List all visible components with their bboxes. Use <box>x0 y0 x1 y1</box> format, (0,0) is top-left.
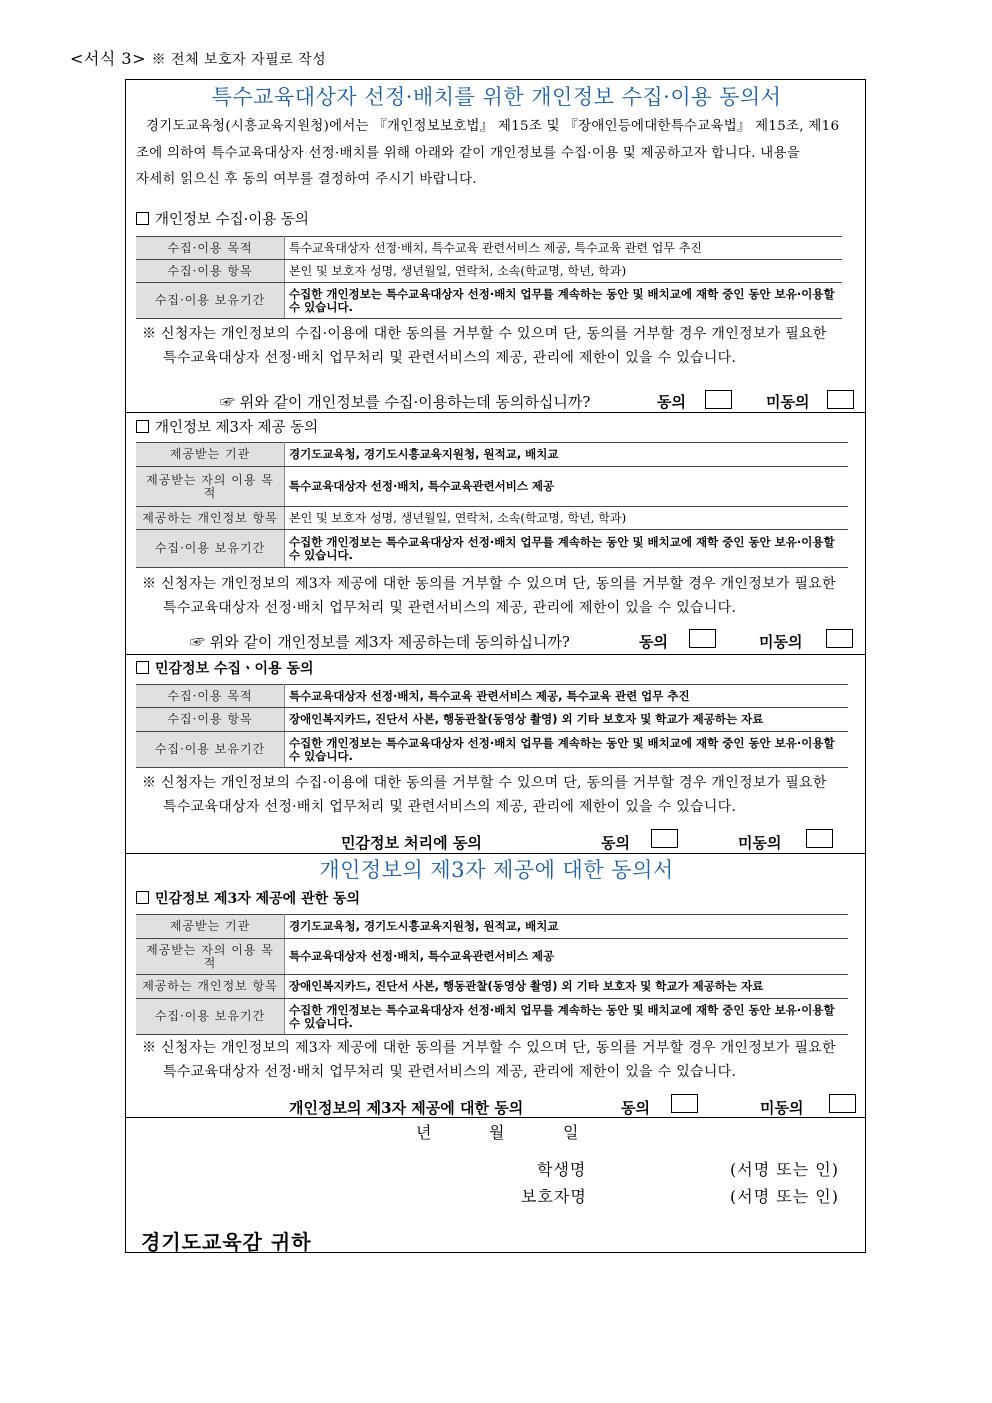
addressee: 경기도교육감 귀하 <box>141 1230 312 1254</box>
row-key: 제공하는 개인정보 항목 <box>136 975 285 999</box>
table-row <box>136 443 848 467</box>
notice-text <box>142 772 862 819</box>
agree-label: 동의 <box>639 633 668 651</box>
section-heading: 민감정보 수집ㆍ이용 동의 <box>136 658 314 678</box>
row-value: 특수교육대상자 선정·배치, 특수교육 관련서비스 제공, 특수교육 관련 업무 추진 <box>285 237 843 260</box>
row-key: 제공하는 개인정보 항목 <box>136 507 285 530</box>
section-heading: 개인정보 제3자 제공 동의 <box>136 416 318 437</box>
signature-mark: (서명 또는 인) <box>730 1187 839 1206</box>
row-value: 수집한 개인정보는 특수교육대상자 선정·배치 업무를 계속하는 동안 및 배치교에 재학 중인 동안 보유·이용할 수 있습니다. <box>285 732 849 768</box>
table-row <box>136 237 842 260</box>
date-month: 월 <box>489 1123 506 1142</box>
date-day: 일 <box>563 1123 580 1142</box>
agree-checkbox[interactable] <box>705 390 732 409</box>
disagree-checkbox[interactable] <box>829 1094 856 1113</box>
info-table <box>136 914 848 1035</box>
intro-text <box>136 114 858 194</box>
consent-question: 민감정보 처리에 동의 <box>341 834 482 852</box>
table-row <box>136 467 848 507</box>
row-key: 수집·이용 항목 <box>136 708 285 732</box>
notice-line: 특수교육대상자 선정·배치 업무처리 및 관련서비스의 제공, 관리에 제한이 있을 수 있습니다. <box>163 1063 737 1080</box>
agree-checkbox[interactable] <box>671 1094 698 1113</box>
notice-line: ※ 신청자는 개인정보의 수집·이용에 대한 동의를 거부할 수 있으며 단, 동의를 거부할 경우 개인정보가 필요한 <box>142 326 827 342</box>
student-label: 학생명 <box>537 1160 587 1179</box>
notice-line: 특수교육대상자 선정·배치 업무처리 및 관련서비스의 제공, 관리에 제한이 있을 수 있습니다. <box>163 599 737 616</box>
table-row <box>136 507 848 530</box>
table-row <box>136 530 848 568</box>
row-key: 수집·이용 목적 <box>136 685 285 708</box>
notice-text <box>142 323 862 370</box>
disagree-checkbox[interactable] <box>827 390 854 409</box>
intro-line: 경기도교육청(시흥교육지원청)에서는 『개인정보보호법』 제15조 및 『장애인등에대한특수교육법』 제15조, 제16 <box>146 119 840 134</box>
row-value: 수집한 개인정보는 특수교육대상자 선정·배치 업무를 계속하는 동안 및 배치교에 재학 중인 동안 보유·이용할 수 있습니다. <box>285 999 849 1035</box>
info-table <box>136 442 848 568</box>
table-row <box>136 732 848 768</box>
intro-line: 자세히 읽으신 후 동의 여부를 결정하여 주시기 바랍니다. <box>136 172 477 187</box>
row-key: 수집·이용 보유기간 <box>136 283 285 319</box>
table-row <box>136 260 842 283</box>
consent-question: ☞ 위와 같이 개인정보를 제3자 제공하는데 동의하십니까? <box>190 633 570 651</box>
notice-text <box>142 573 862 620</box>
notice-line: 특수교육대상자 선정·배치 업무처리 및 관련서비스의 제공, 관리에 제한이 있을 수 있습니다. <box>163 349 737 366</box>
form-note: ※ 전체 보호자 자필로 작성 <box>151 52 327 68</box>
disagree-label: 미동의 <box>759 633 803 651</box>
intro-line: 조에 의하여 특수교육대상자 선정·배치를 위해 아래와 같이 개인정보를 수집·이용 및 제공하고자 합니다. 내용을 <box>136 145 800 161</box>
guardian-label: 보호자명 <box>521 1187 587 1206</box>
form-header <box>70 46 326 69</box>
checkbox-icon <box>136 212 149 225</box>
row-key: 제공받는 기관 <box>136 915 285 939</box>
divider <box>126 412 865 413</box>
consent-question: ☞ 위와 같이 개인정보를 수집·이용하는데 동의하십니까? <box>220 393 591 411</box>
row-value: 경기도교육청, 경기도시흥교육지원청, 원적교, 배치교 <box>285 915 849 939</box>
row-key: 수집·이용 항목 <box>136 260 285 283</box>
row-value: 특수교육대상자 선정·배치, 특수교육 관련서비스 제공, 특수교육 관련 업무 추진 <box>285 685 849 708</box>
row-key: 수집·이용 보유기간 <box>136 999 285 1035</box>
checkbox-icon <box>136 661 149 674</box>
table-row <box>136 915 848 939</box>
row-value: 특수교육대상자 선정·배치, 특수교육관련서비스 제공 <box>285 939 849 975</box>
row-value: 본인 및 보호자 성명, 생년월일, 연락처, 소속(학교명, 학년, 학과) <box>285 260 843 283</box>
agree-label: 동의 <box>657 393 686 411</box>
info-table <box>136 236 842 319</box>
date-year: 년 <box>416 1123 433 1142</box>
checkbox-icon <box>136 420 149 433</box>
form-label: <서식 3> <box>70 49 146 68</box>
notice-line: 특수교육대상자 선정·배치 업무처리 및 관련서비스의 제공, 관리에 제한이 있을 수 있습니다. <box>163 798 737 815</box>
form-title-2: 개인정보의 제3자 제공에 대한 동의서 <box>319 858 674 882</box>
agree-checkbox[interactable] <box>689 629 716 648</box>
table-row <box>136 999 848 1035</box>
section-heading: 개인정보 수집·이용 동의 <box>136 208 309 229</box>
consent-form <box>125 79 866 1253</box>
notice-line: ※ 신청자는 개인정보의 제3자 제공에 대한 동의를 거부할 수 있으며 단, 동의를 거부할 경우 개인정보가 필요한 <box>142 1040 836 1056</box>
divider <box>126 1117 865 1118</box>
row-value: 장애인복지카드, 진단서 사본, 행동관찰(동영상 촬영) 외 기타 보호자 및 학교가 제공하는 자료 <box>285 975 849 999</box>
row-value: 수집한 개인정보는 특수교육대상자 선정·배치 업무를 계속하는 동안 및 배치교에 재학 중인 동안 보유·이용할 수 있습니다. <box>285 530 849 568</box>
disagree-checkbox[interactable] <box>826 629 853 648</box>
row-value: 본인 및 보호자 성명, 생년월일, 연락처, 소속(학교명, 학년, 학과) <box>285 507 849 530</box>
divider <box>126 654 865 655</box>
row-key: 제공받는 자의 이용 목적 <box>136 467 285 507</box>
agree-label: 동의 <box>601 834 630 852</box>
notice-line: ※ 신청자는 개인정보의 수집·이용에 대한 동의를 거부할 수 있으며 단, 동의를 거부할 경우 개인정보가 필요한 <box>142 775 827 791</box>
signature-mark: (서명 또는 인) <box>730 1160 839 1179</box>
row-key: 수집·이용 보유기간 <box>136 732 285 768</box>
disagree-label: 미동의 <box>738 834 782 852</box>
row-value: 경기도교육청, 경기도시흥교육지원청, 원적교, 배치교 <box>285 443 849 467</box>
section-heading: 민감정보 제3자 제공에 관한 동의 <box>136 888 360 908</box>
row-value: 장애인복지카드, 진단서 사본, 행동관찰(동영상 촬영) 외 기타 보호자 및 학교가 제공하는 자료 <box>285 708 849 732</box>
row-key: 제공받는 자의 이용 목적 <box>136 939 285 975</box>
disagree-checkbox[interactable] <box>806 829 833 848</box>
checkbox-icon <box>136 891 149 904</box>
table-row <box>136 708 848 732</box>
row-key: 제공받는 기관 <box>136 443 285 467</box>
notice-text <box>142 1037 862 1084</box>
info-table <box>136 684 848 768</box>
row-key: 수집·이용 목적 <box>136 237 285 260</box>
disagree-label: 미동의 <box>760 1099 804 1117</box>
row-key: 수집·이용 보유기간 <box>136 530 285 568</box>
table-row <box>136 283 842 319</box>
consent-question: 개인정보의 제3자 제공에 대한 동의 <box>289 1099 524 1117</box>
row-value: 특수교육대상자 선정·배치, 특수교육관련서비스 제공 <box>285 467 849 507</box>
table-row <box>136 939 848 975</box>
table-row <box>136 975 848 999</box>
form-title: 특수교육대상자 선정·배치를 위한 개인정보 수집·이용 동의서 <box>211 85 782 109</box>
table-row <box>136 685 848 708</box>
agree-checkbox[interactable] <box>651 829 678 848</box>
row-value: 수집한 개인정보는 특수교육대상자 선정·배치 업무를 계속하는 동안 및 배치교에 재학 중인 동안 보유·이용할 수 있습니다. <box>285 283 843 319</box>
disagree-label: 미동의 <box>766 393 810 411</box>
agree-label: 동의 <box>621 1099 650 1117</box>
notice-line: ※ 신청자는 개인정보의 제3자 제공에 대한 동의를 거부할 수 있으며 단, 동의를 거부할 경우 개인정보가 필요한 <box>142 576 836 592</box>
